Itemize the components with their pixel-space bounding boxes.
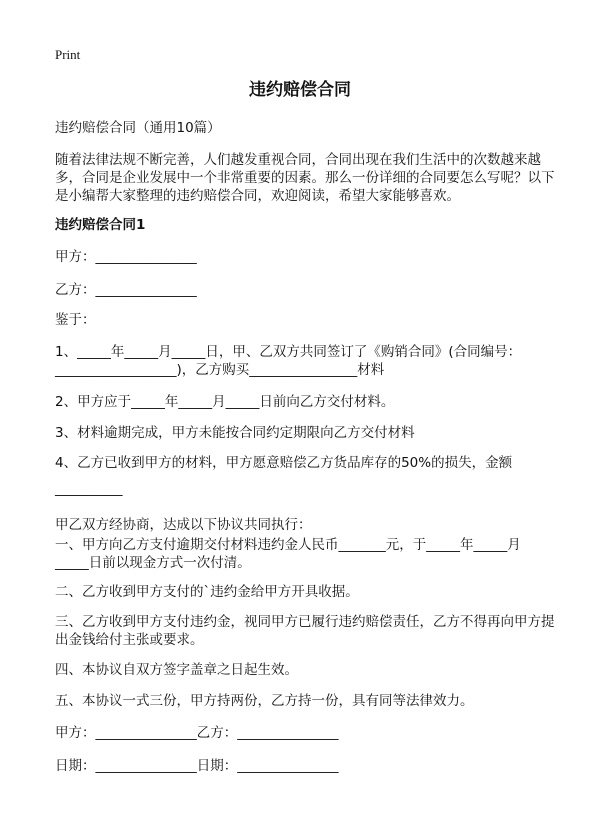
item-1-line-2: __________________)，乙方购买________________材料 bbox=[55, 362, 385, 378]
subtitle: 违约赔偿合同（通用10篇） bbox=[55, 120, 221, 136]
print-link[interactable]: Print bbox=[55, 47, 81, 62]
agreement-intro: 甲乙双方经协商，达成以下协议共同执行： bbox=[55, 517, 312, 533]
item-4-blank: __________ bbox=[55, 481, 123, 497]
party-b-line: 乙方：_______________ bbox=[55, 282, 197, 298]
section-heading: 违约赔偿合同1 bbox=[55, 217, 146, 233]
item-1-line-1: 1、_____年_____月_____日，甲、乙双方共同签订了《购销合同》(合同编号： bbox=[55, 344, 522, 360]
clause-1-line-2: _____日前以现金方式一次付清。 bbox=[55, 555, 251, 571]
item-2: 2、甲方应于_____年_____月_____日前向乙方交付材料。 bbox=[55, 394, 395, 410]
clause-1-line-1: 一、甲方向乙方支付逾期交付材料违约金人民币_______元，于_____年_____月 bbox=[55, 537, 521, 553]
document-title: 违约赔偿合同 bbox=[249, 80, 351, 100]
signature-parties: 甲方：_______________乙方：_______________ bbox=[55, 725, 339, 741]
item-3: 3、材料逾期完成，甲方未能按合同约定期限向乙方交付材料 bbox=[55, 425, 415, 441]
item-4: 4、乙方已收到甲方的材料，甲方愿意赔偿乙方货品库存的50%的损失，金额 bbox=[55, 455, 513, 471]
clause-4: 四、本协议自双方签字盖章之日起生效。 bbox=[55, 662, 298, 678]
intro-paragraph: 随着法律法规不断完善，人们越发重视合同，合同出现在我们生活中的次数越来越多，合同是企业发展中一个非常重要的因素。那么一份详细的合同要怎么写呢？以下是小编帮大家整理的违约赔偿合同，欢迎阅读，希望大家能够喜欢。 bbox=[55, 152, 555, 204]
signature-dates: 日期：_______________日期：_______________ bbox=[55, 758, 339, 774]
clause-3: 三、乙方收到甲方支付违约金，视同甲方已履行违约赔偿责任，乙方不得再向甲方提出金钱给付主张或要求。 bbox=[55, 614, 555, 648]
clause-5: 五、本协议一式三份，甲方持两份，乙方持一份，具有同等法律效力。 bbox=[55, 693, 474, 709]
clause-2: 二、乙方收到甲方支付的`违约金给甲方开具收据。 bbox=[55, 584, 359, 600]
party-a-line: 甲方：_______________ bbox=[55, 249, 197, 265]
whereas-label: 鉴于： bbox=[55, 312, 96, 328]
